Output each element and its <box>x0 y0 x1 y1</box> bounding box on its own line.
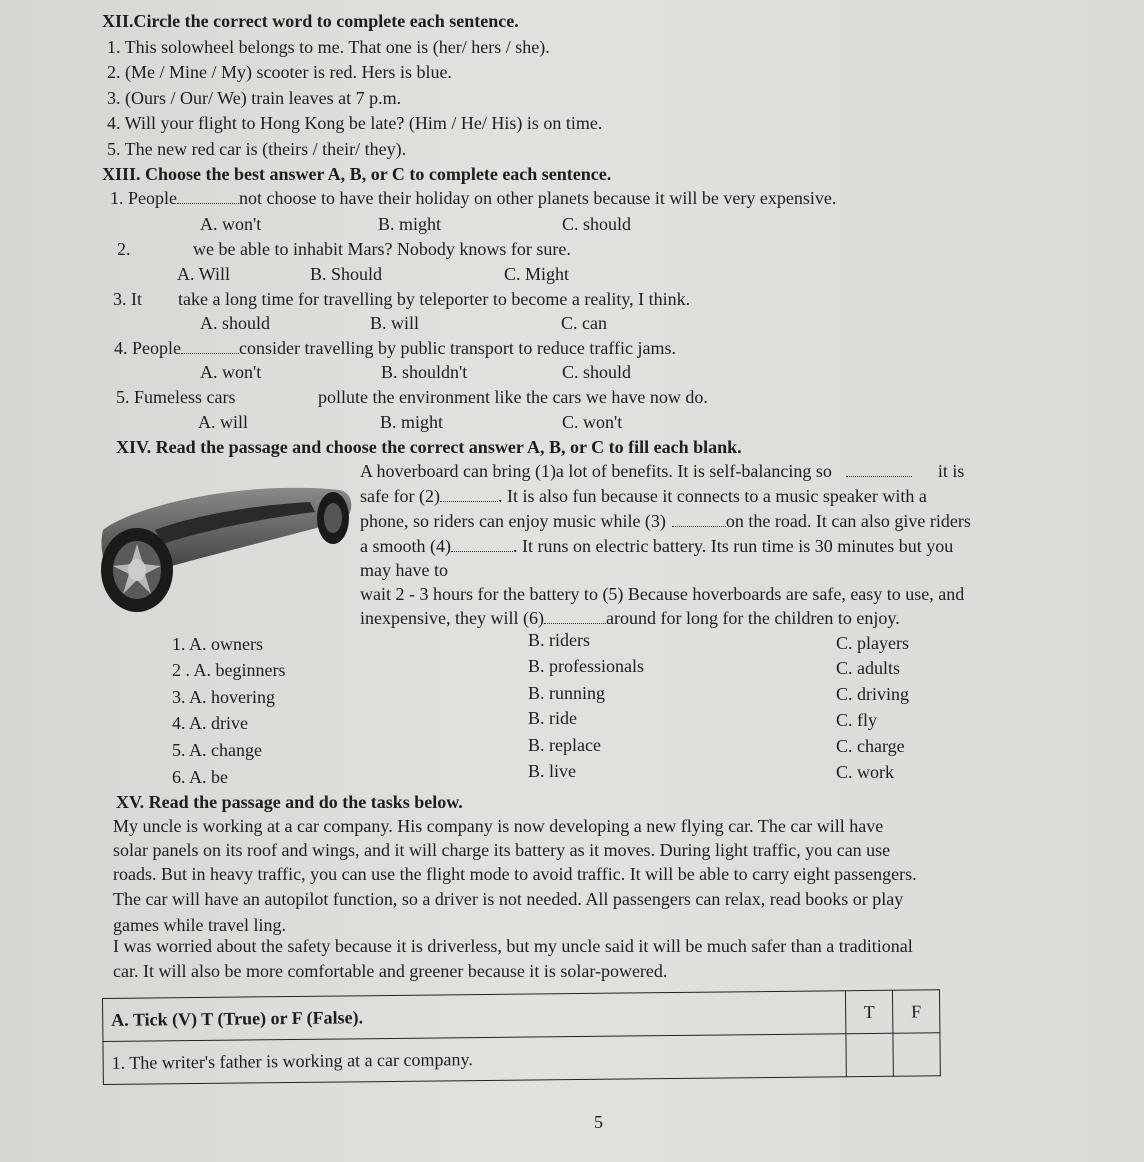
s14-q5-option-b: B. replace <box>528 735 601 755</box>
s13-q4-end: consider travelling by public transport to reduce traffic jams. <box>239 338 677 358</box>
s13-q1-option-a: A. won't <box>200 214 262 234</box>
passage-line-6: wait 2 - 3 hours for the battery to (5) Because hoverboards are safe, easy to use, and <box>360 584 965 604</box>
s14-q6-option-c: C. work <box>836 762 894 782</box>
s14-q1-option-b: B. riders <box>528 630 590 650</box>
s13-q2-option-b: B. Should <box>310 264 383 284</box>
s13-q5-option-b: B. might <box>380 412 444 432</box>
s13-q3-text: take a long time for travelling by teleporter to become a reality, I think. <box>178 289 691 309</box>
s14-q1-option-a: 1. A. owners <box>172 634 263 654</box>
statement-1: 1. The writer's father is working at a car company. <box>103 1034 846 1085</box>
s14-q6-option-b: B. live <box>528 761 576 781</box>
false-checkbox-1[interactable] <box>893 1033 940 1076</box>
s14-q5-option-a: 5. A. change <box>172 740 262 760</box>
s12-item-3: 3. (Ours / Our/ We) train leaves at 7 p.m. <box>107 88 402 108</box>
s12-item-5: 5. The new red car is (theirs / their/ they). <box>107 139 407 159</box>
s13-q5-start: 5. Fumeless cars <box>116 387 236 407</box>
answer-blank <box>451 539 513 552</box>
answer-blank <box>440 489 498 502</box>
passage-line-5: may have to <box>360 560 448 580</box>
answer-blank <box>672 514 726 527</box>
s13-q1-start: 1. People <box>110 188 177 208</box>
passage-line-3 <box>360 510 971 532</box>
s13-q4-option-c: C. should <box>562 362 632 382</box>
s14-q3-option-c: C. driving <box>836 684 910 704</box>
passage-4a: a smooth (4) <box>360 536 451 556</box>
s13-q1-end: not choose to have their holiday on other planets because it will be very expensive. <box>239 188 837 208</box>
table-row <box>103 1033 940 1085</box>
passage-line-7 <box>360 607 900 629</box>
section-xii-title: XII.Circle the correct word to complete each sentence. <box>102 11 519 31</box>
xv-passage-line-1: My uncle is working at a car company. His company is now developing a new flying car. The car will have <box>113 816 884 836</box>
answer-blank <box>846 464 912 477</box>
passage-7b: around for long for the children to enjoy. <box>605 608 900 628</box>
s13-q2-num: 2. <box>117 239 131 259</box>
section-xv-title: XV. Read the passage and do the tasks below. <box>116 792 463 812</box>
s14-q5-option-c: C. charge <box>836 736 905 756</box>
table-instruction: A. Tick (V) T (True) or F (False). <box>103 991 846 1042</box>
s13-q5-option-c: C. won't <box>562 412 623 432</box>
answer-blank <box>544 611 606 624</box>
s13-q4 <box>114 337 676 359</box>
passage-4b: . It runs on electric battery. Its run time is 30 minutes but you <box>512 536 954 556</box>
xv-passage-line-5: games while travel ling. <box>113 915 286 935</box>
s13-q2-text: we be able to inhabit Mars? Nobody knows for sure. <box>193 239 571 259</box>
passage-3b: on the road. It can also give riders <box>725 511 971 531</box>
s12-item-1: 1. This solowheel belongs to me. That one is (her/ hers / she). <box>107 37 550 57</box>
s14-q2-option-b: B. professionals <box>528 656 644 676</box>
s12-item-4: 4. Will your flight to Hong Kong be late? (Him / He/ His) is on time. <box>107 113 603 133</box>
false-column-header: F <box>892 990 939 1033</box>
s13-q3-option-a: A. should <box>200 313 271 333</box>
xv-passage-line-4: The car will have an autopilot function, so a driver is not needed. All passengers can relax, read books or play <box>113 889 904 909</box>
s14-q3-option-b: B. running <box>528 683 606 703</box>
passage-2b: . It is also fun because it connects to a music speaker with a <box>497 486 927 506</box>
passage-line-2 <box>360 485 927 507</box>
hoverboard-image <box>95 460 355 620</box>
s13-q5-end: pollute the environment like the cars we have now do. <box>318 387 708 407</box>
xv-passage-line-6: I was worried about the safety because it is driverless, but my uncle said it will be much safer than a traditional <box>113 936 913 956</box>
s13-q1 <box>110 187 836 209</box>
page-number: 5 <box>594 1112 603 1132</box>
passage-line-4 <box>360 535 953 557</box>
answer-blank <box>181 341 239 354</box>
s14-q3-option-a: 3. A. hovering <box>172 687 275 707</box>
section-xiii-title: XIII. Choose the best answer A, B, or C to complete each sentence. <box>102 164 612 184</box>
xv-passage-line-3: roads. But in heavy traffic, you can use the flight mode to avoid traffic. It will be able to carry eight passengers. <box>113 864 917 884</box>
xv-passage-line-7: car. It will also be more comfortable and greener because it is solar-powered. <box>113 961 668 981</box>
s14-q4-option-a: 4. A. drive <box>172 713 248 733</box>
passage-2a: safe for (2) <box>360 486 440 506</box>
s14-q2-option-c: C. adults <box>836 658 901 678</box>
s14-q2-option-a: 2 . A. beginners <box>172 660 286 680</box>
answer-blank <box>177 191 239 204</box>
true-column-header: T <box>845 990 892 1033</box>
passage-1a: A hoverboard can bring (1)a lot of benefits. It is self-balancing so <box>360 461 832 481</box>
passage-1b: it is <box>937 461 965 481</box>
s14-q1-option-c: C. players <box>836 633 909 653</box>
s13-q3-option-c: C. can <box>561 313 607 333</box>
s13-q4-option-a: A. won't <box>200 362 262 382</box>
s13-q2-option-a: A. Will <box>177 264 230 284</box>
s12-item-2: 2. (Me / Mine / My) scooter is red. Hers is blue. <box>107 62 452 82</box>
s13-q3-num: 3. It <box>113 289 142 309</box>
section-xiv-title: XIV. Read the passage and choose the correct answer A, B, or C to fill each blank. <box>116 437 742 457</box>
s14-q4-option-c: C. fly <box>836 710 878 730</box>
true-checkbox-1[interactable] <box>846 1033 893 1076</box>
passage-line-1 <box>360 460 964 482</box>
s13-q4-start: 4. People <box>114 338 181 358</box>
s13-q1-option-b: B. might <box>378 214 442 234</box>
passage-3a: phone, so riders can enjoy music while (3) <box>360 511 666 531</box>
s13-q3-option-b: B. will <box>370 313 420 333</box>
s13-q1-option-c: C. should <box>562 214 632 234</box>
s13-q2-option-c: C. Might <box>504 264 570 284</box>
true-false-table <box>102 989 941 1085</box>
xv-passage-line-2: solar panels on its roof and wings, and it will charge its battery as it moves. During light traffic, you can use <box>113 840 891 860</box>
passage-7a: inexpensive, they will (6) <box>360 608 544 628</box>
s13-q5-option-a: A. will <box>198 412 249 432</box>
s14-q6-option-a: 6. A. be <box>172 767 228 787</box>
s14-q4-option-b: B. ride <box>528 708 577 728</box>
s13-q4-option-b: B. shouldn't <box>381 362 468 382</box>
